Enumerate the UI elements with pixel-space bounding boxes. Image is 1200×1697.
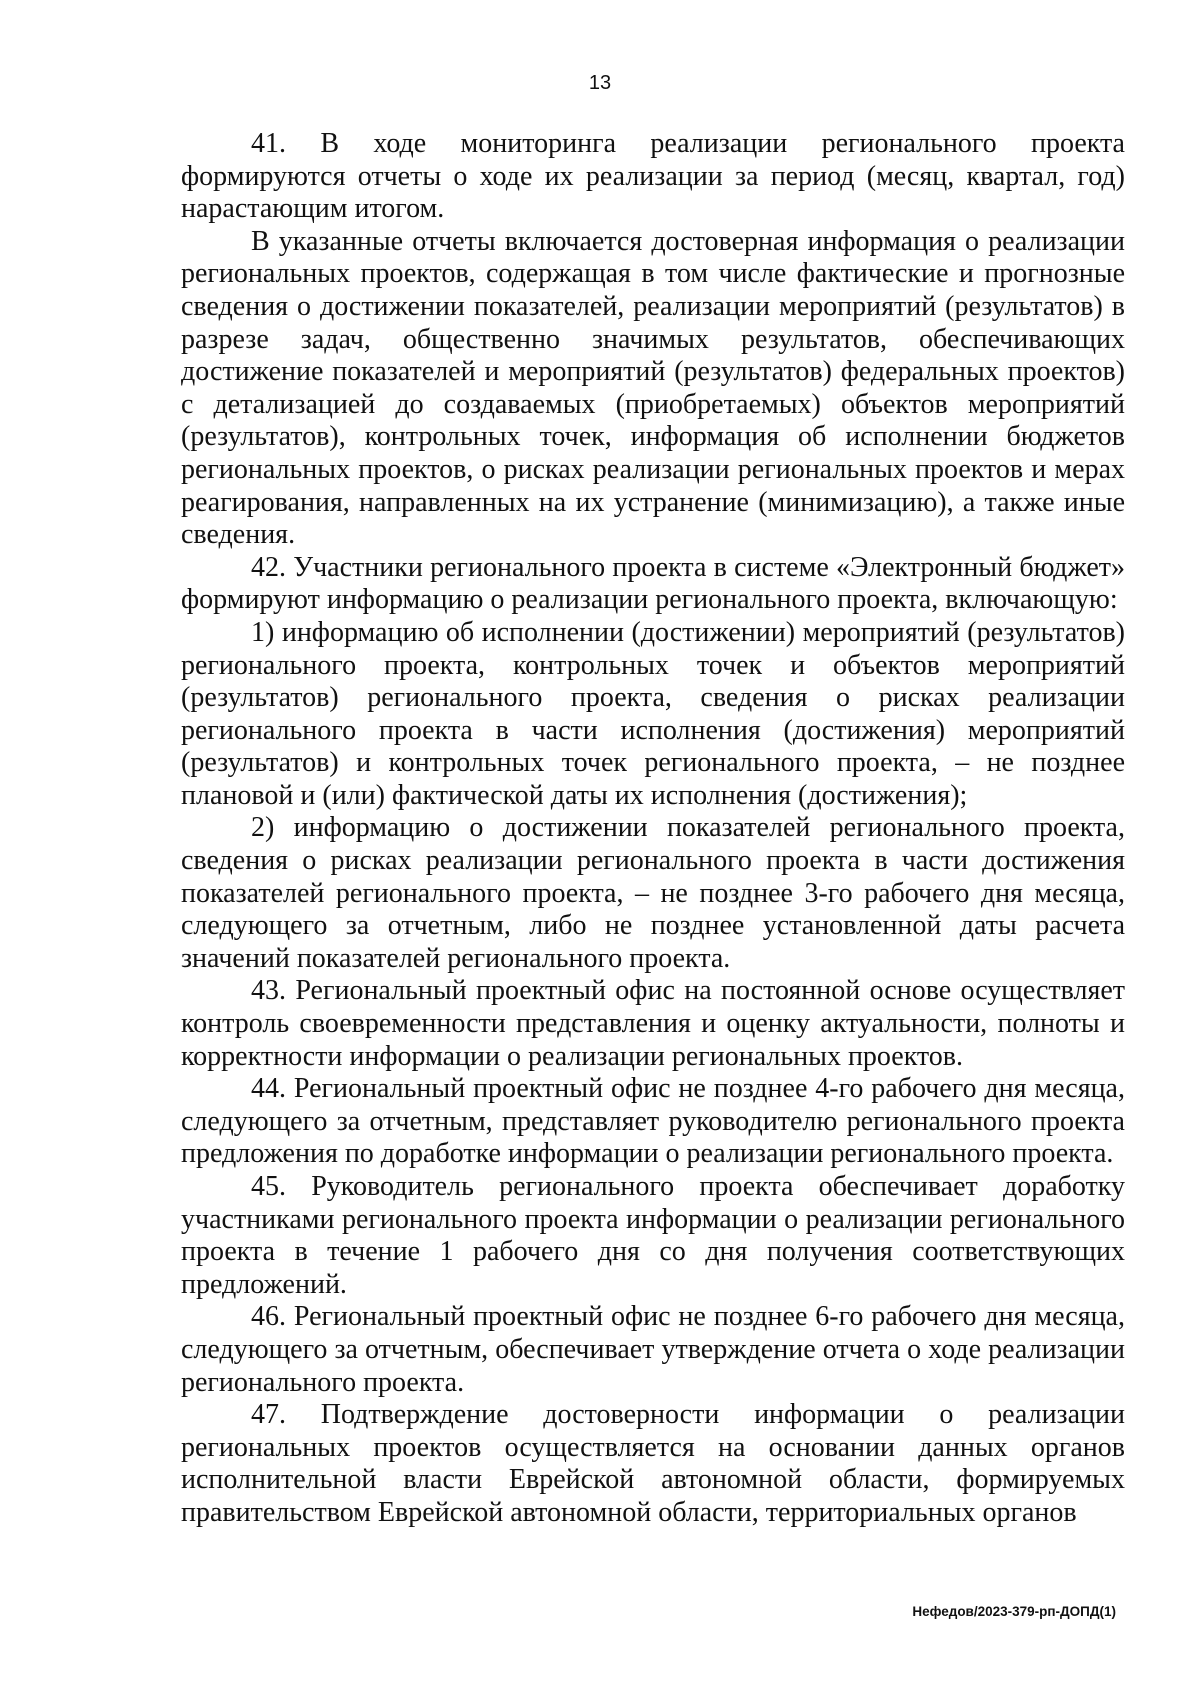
page-number: 13 xyxy=(588,72,612,94)
paragraph-43: 43. Региональный проектный офис на постоянной основе осуществляет контроль своевременности представления и оценку актуальности, полноты и корректности информации о реализации региональных проектов. xyxy=(181,975,1125,1072)
paragraph-45: 45. Руководитель регионального проекта обеспечивает доработку участниками регионального проекта информации о реализации регионального проекта в течение 1 рабочего дня со дня получения соответствующих предложений. xyxy=(181,1171,1125,1300)
paragraph-47: 47. Подтверждение достоверности информации о реализации региональных проектов осуществляется на основании данных органов исполнительной власти Еврейской автономной области, формируемых правительством Еврейской автономной области, территориальных органов xyxy=(181,1399,1125,1528)
document-body xyxy=(181,128,1125,1530)
paragraph-44: 44. Региональный проектный офис не позднее 4-го рабочего дня месяца, следующего за отчетным, представляет руководителю регионального проекта предложения по доработке информации о реализации регионального проекта. xyxy=(181,1073,1125,1170)
paragraph-41: 41. В ходе мониторинга реализации регионального проекта формируются отчеты о ходе их реализации за период (месяц, квартал, год) нарастающим итогом. xyxy=(181,128,1125,225)
paragraph-46: 46. Региональный проектный офис не позднее 6-го рабочего дня месяца, следующего за отчетным, обеспечивает утверждение отчета о ходе реализации регионального проекта. xyxy=(181,1301,1125,1398)
document-code: Нефедов/2023-379-рп-ДОПД(1) xyxy=(912,1604,1116,1619)
paragraph-41-details: В указанные отчеты включается достоверная информация о реализации региональных проектов, содержащая в том числе фактические и прогнозные сведения о достижении показателей, реализации мероприятий (результатов) в разрезе задач, общественно значимых результатов, обеспечивающих достижение показателей и мероприятий (результатов) федеральных проектов) с детализацией до создаваемых (приобретаемых) объектов мероприятий (результатов), контрольных точек, информация об исполнении бюджетов региональных проектов, о рисках реализации региональных проектов и мерах реагирования, направленных на их устранение (минимизацию), а также иные сведения. xyxy=(181,225,1125,551)
paragraph-42-item-1: 1) информацию об исполнении (достижении) мероприятий (результатов) регионального проекта, контрольных точек и объектов мероприятий (результатов) регионального проекта, сведения о рисках реализации регионального проекта в части исполнения (достижения) мероприятий (результатов) и контрольных точек регионального проекта, – не позднее плановой и (или) фактической даты их исполнения (достижения); xyxy=(181,616,1125,811)
paragraph-42-item-2: 2) информацию о достижении показателей регионального проекта, сведения о рисках реализации регионального проекта в части достижения показателей регионального проекта, – не позднее 3-го рабочего дня месяца, следующего за отчетным, либо не позднее установленной даты расчета значений показателей регионального проекта. xyxy=(181,812,1125,974)
paragraph-42: 42. Участники регионального проекта в системе «Электронный бюджет» формируют информацию о реализации регионального проекта, включающую: xyxy=(181,551,1125,616)
